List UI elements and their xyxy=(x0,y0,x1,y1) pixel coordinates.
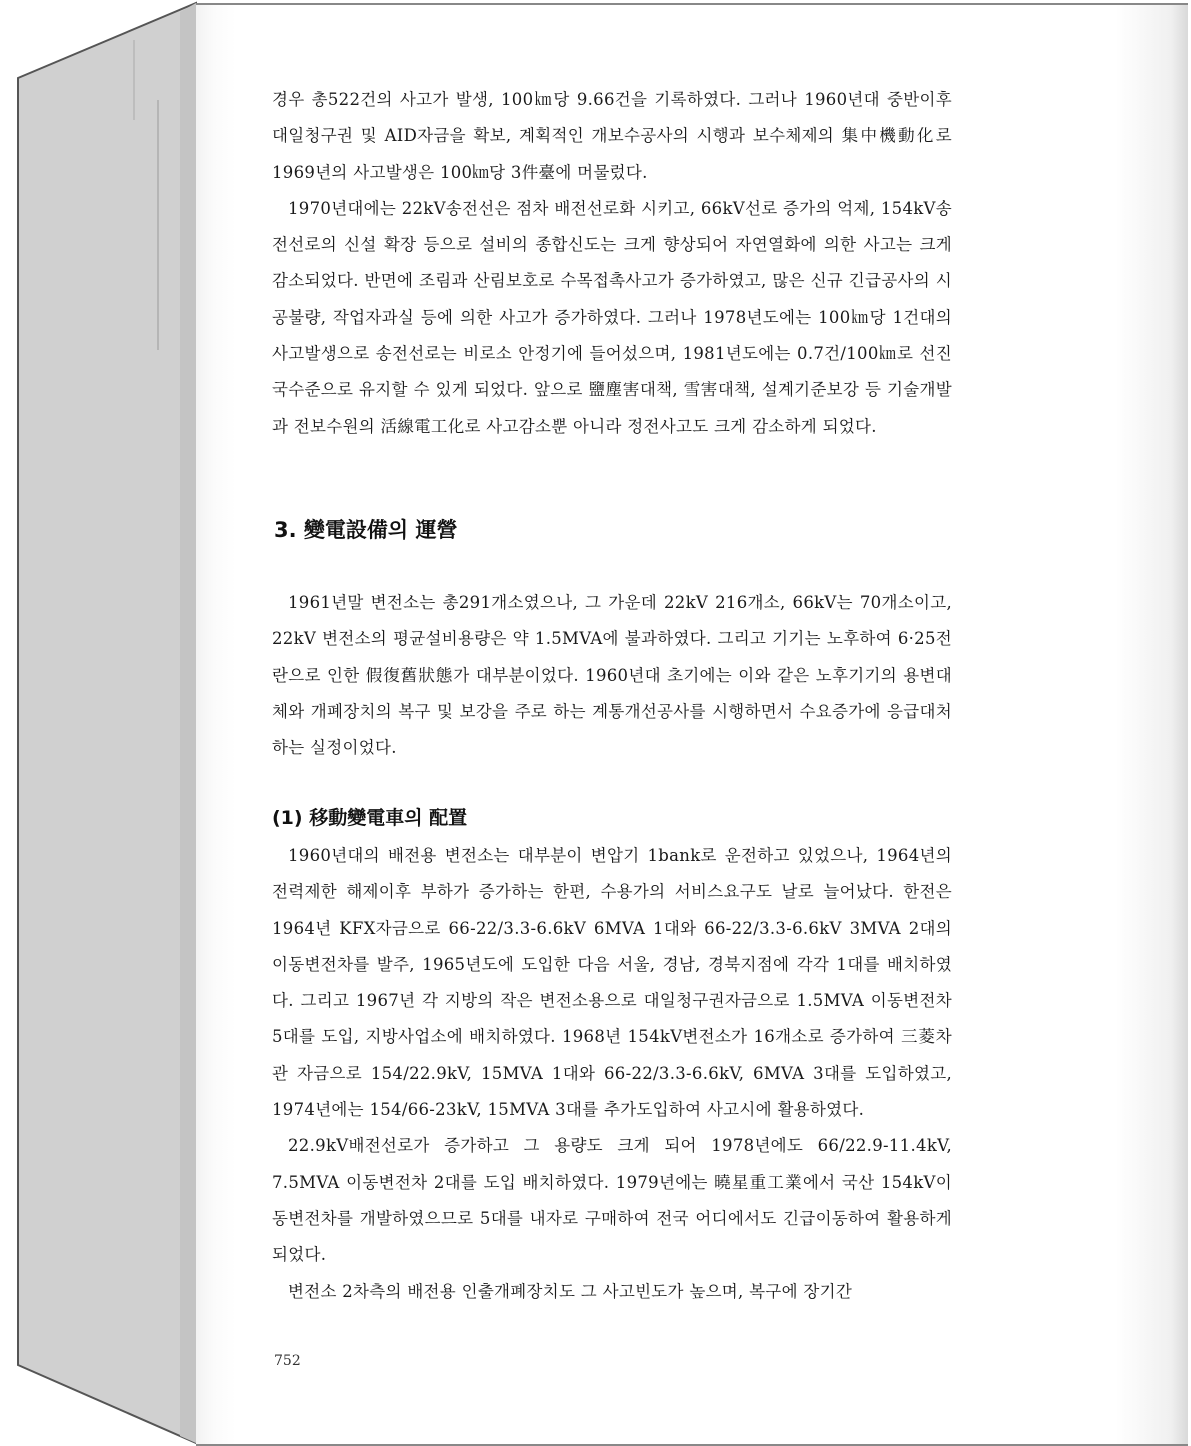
paragraph-5: 22.9kV배전선로가 증가하고 그 용량도 크게 되어 1978년에도 66/22.9-11.4kV, 7.5MVA 이동변전차 2대를 도입 배치하였다. 1979년에는 曉星重工業에서 국산 154kV이동변전차를 개발하였으므로 5대를 내자로 구매하여 전국 어디에서도 긴급이동하여 활용하게 되었다. xyxy=(272,1136,952,1265)
paragraph-3: 1961년말 변전소는 총291개소였으나, 그 가운데 22kV 216개소, 66kV는 70개소이고, 22kV 변전소의 평균설비용량은 약 1.5MVA에 불과하였다. 그리고 기기는 노후하여 6·25전란으로 인한 假復舊狀態가 대부분이었다. 1960년대 초기에는 이와 같은 노후기기의 용변대체와 개폐장치의 복구 및 보강을 주로 하는 계통개선공사를 시행하면서 수요증가에 응급대처하는 실정이었다. xyxy=(272,593,952,758)
body-text-sub xyxy=(272,838,952,1310)
paragraph-4: 1960년대의 배전용 변전소는 대부분이 변압기 1bank로 운전하고 있었으나, 1964년의 전력제한 해제이후 부하가 증가하는 한편, 수용가의 서비스요구도 날로 늘어났다. 한전은 1964년 KFX자금으로 66-22/3.3-6.6kV 6MVA 1대와 66-22/3.3-6.6kV 3MVA 2대의 이동변전차를 발주, 1965년도에 도입한 다음 서울, 경남, 경북지점에 각각 1대를 배치하였다. 그리고 1967년 각 지방의 작은 변전소용으로 대일청구권자금으로 1.5MVA 이동변전차 5대를 도입, 지방사업소에 배치하였다. 1968년 154kV변전소가 16개소로 증가하여 三菱차관 자금으로 154/22.9kV, 15MVA 1대와 66-22/3.3-6.6kV, 6MVA 3대를 도입하였고, 1974년에는 154/66-23kV, 15MVA 3대를 추가도입하여 사고시에 활용하였다. xyxy=(272,846,952,1120)
sub-heading: (1) 移動變電車의 配置 xyxy=(272,807,468,829)
body-text-top xyxy=(272,82,952,445)
paragraph-6: 변전소 2차측의 배전용 인출개폐장치도 그 사고빈도가 높으며, 복구에 장기간 xyxy=(288,1281,853,1301)
section-heading: 3. 變電設備의 運營 xyxy=(274,518,458,542)
paragraph-1: 경우 총522건의 사고가 발생, 100㎞당 9.66건을 기록하였다. 그러나 1960년대 중반이후 대일청구권 및 AID자금을 확보, 계획적인 개보수공사의 시행과 보수체제의 集中機動化로 1969년의 사고발생은 100㎞당 3件臺에 머물렀다. xyxy=(272,90,952,182)
body-text-section xyxy=(272,585,952,766)
book-spine-edge xyxy=(0,0,200,1446)
paragraph-2: 1970년대에는 22kV송전선은 점차 배전선로화 시키고, 66kV선로 증가의 억제, 154kV송전선로의 신설 확장 등으로 설비의 종합신도는 크게 향상되어 자연열화에 의한 사고는 크게 감소되었다. 반면에 조림과 산림보호로 수목접촉사고가 증가하였고, 많은 신규 긴급공사의 시공불량, 작업자과실 등에 의한 사고가 증가하였다. 그러나 1978년도에는 100㎞당 1건대의 사고발생으로 송전선로는 비로소 안정기에 들어섰으며, 1981년도에는 0.7건/100㎞로 선진국수준으로 유지할 수 있게 되었다. 앞으로 鹽塵害대책, 雪害대책, 설계기준보강 등 기술개발과 전보수원의 活線電工化로 사고감소뿐 아니라 정전사고도 크게 감소하게 되었다. xyxy=(272,198,952,436)
page-number: 752 xyxy=(274,1353,301,1369)
